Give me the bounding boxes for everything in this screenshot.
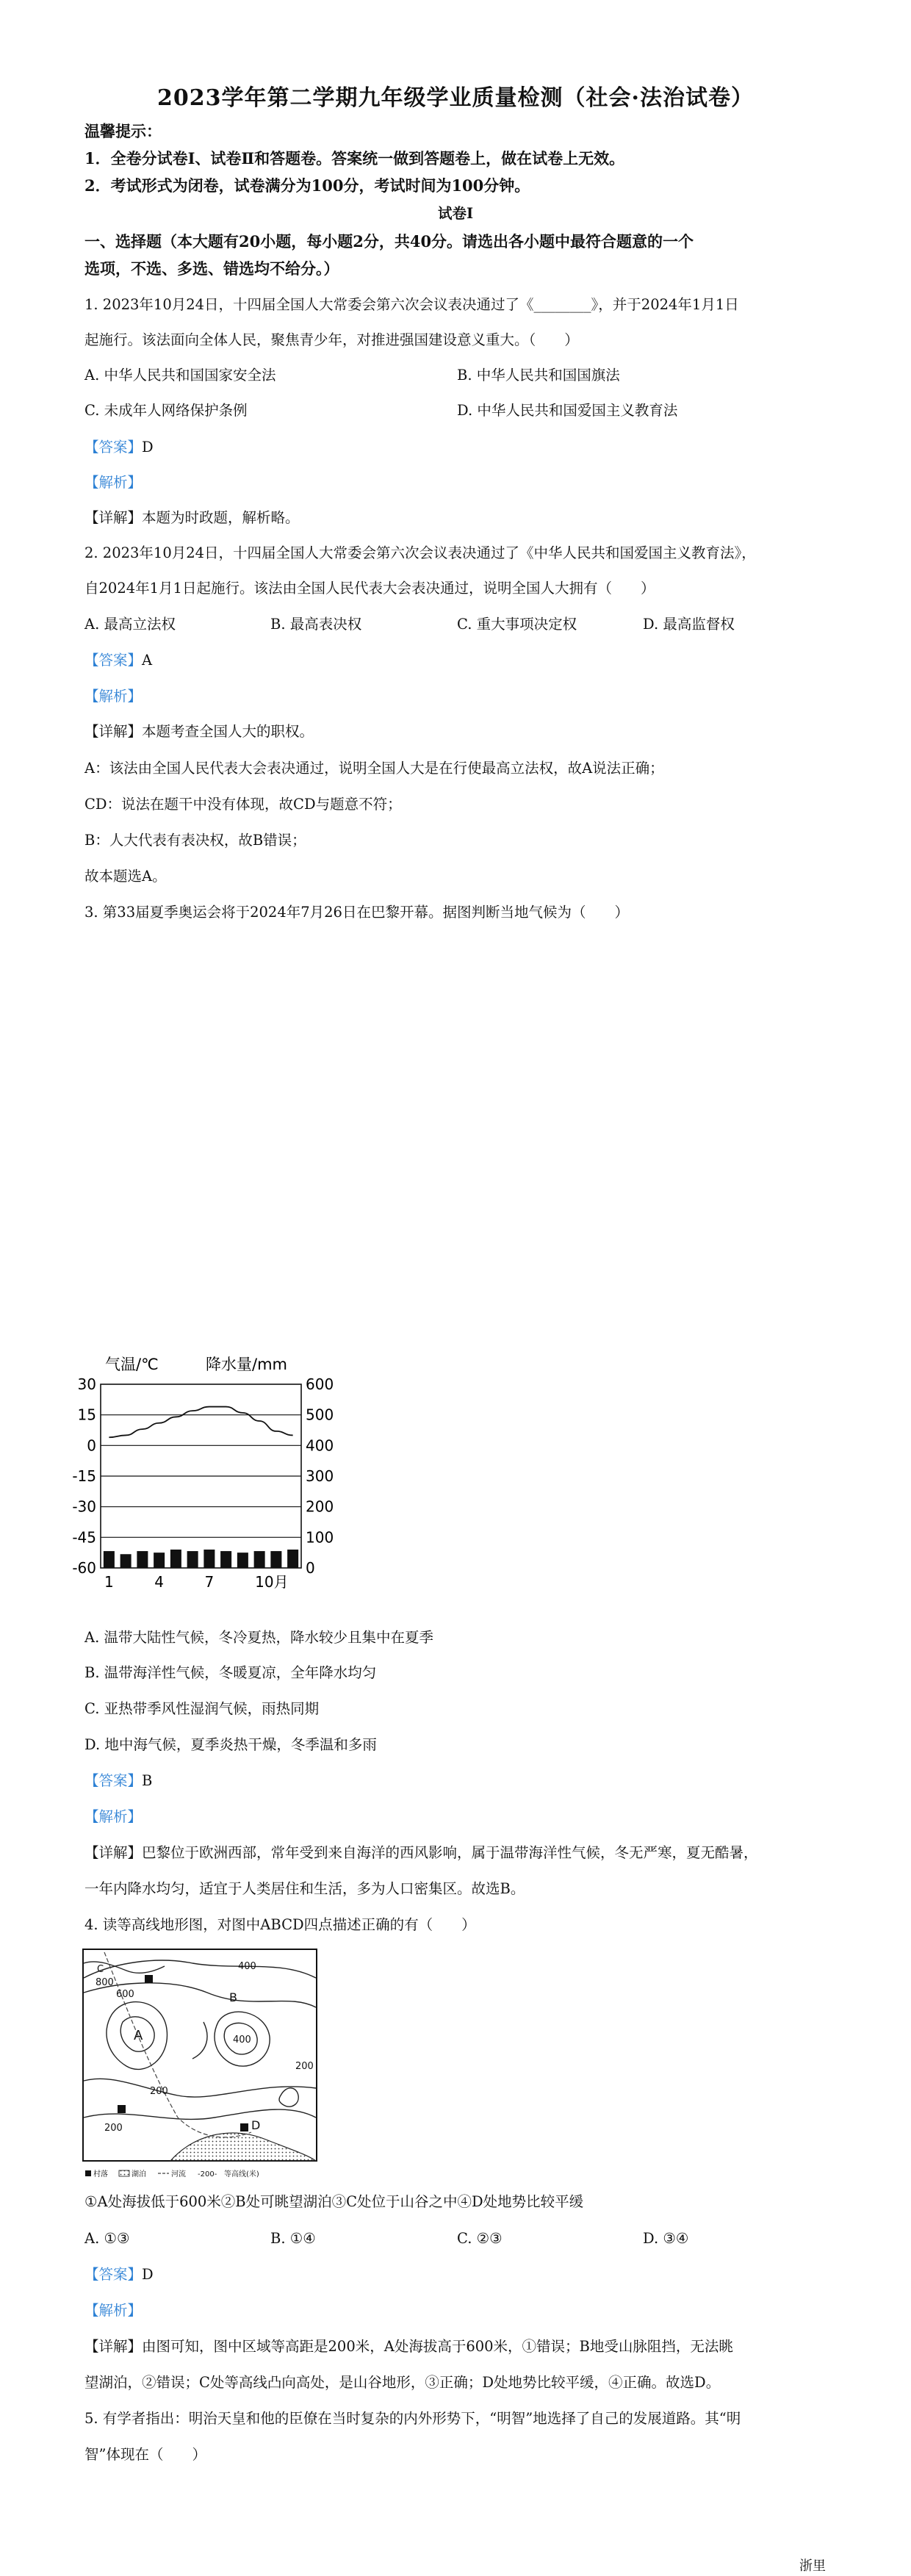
answer-label: 【答案】	[84, 652, 143, 669]
section1-heading-line2: 选项，不选、多选、错选均不给分。）	[84, 259, 339, 278]
q1-option-c: C. 未成年人网络保护条例	[84, 402, 248, 419]
map-label-a: A	[134, 2028, 143, 2043]
temperature-curve	[109, 1407, 292, 1438]
q3-option-b: B. 温带海洋性气候，冬暖夏凉，全年降水均匀	[84, 1664, 377, 1681]
q2-answer-row	[84, 651, 152, 670]
q1-answer: D	[142, 439, 154, 456]
notice-item-1: 1．全卷分试卷Ⅰ、试卷Ⅱ和答题卷。答案统一做到答题卷上，做在试卷上无效。	[84, 149, 625, 168]
section1-heading-line1: 一、选择题（本大题有20小题，每小题2分，共40分。请选出各小题中最符合题意的一个	[84, 232, 694, 251]
precipitation-tick-label: 0	[306, 1559, 315, 1577]
temperature-tick-label: 15	[77, 1406, 96, 1424]
month-tick-label: 7	[204, 1573, 215, 1591]
notice-heading: 温馨提示：	[84, 122, 162, 140]
temperature-tick-label: -30	[72, 1497, 96, 1516]
q1-option-d: D. 中华人民共和国爱国主义教育法	[457, 402, 678, 419]
q3-option-c: C. 亚热带季风性湿润气候，雨热同期	[84, 1700, 320, 1717]
q2-detail-line3: B：人大代表有表决权，故B错误；	[84, 832, 306, 849]
precipitation-bar	[287, 1550, 298, 1568]
legend-contour: 等高线(米)	[224, 2170, 259, 2179]
precipitation-bar	[237, 1553, 248, 1568]
map-label-400-mid: 400	[233, 2034, 251, 2046]
q1-stem-line1: 1. 2023年10月24日，十四届全国人大常委会第六次会议表决通过了《________》，并于2024年1月1日	[84, 296, 739, 313]
contour-map	[82, 1949, 317, 2182]
map-label-c: C	[97, 1964, 104, 1975]
precipitation-tick-label: 600	[306, 1375, 334, 1393]
precipitation-bar	[204, 1550, 215, 1568]
q2-stem-line2: 自2024年1月1日起施行。该法由全国人民代表大会表决通过，说明全国人大拥有（ ）	[84, 580, 655, 597]
precipitation-tick-label: 100	[306, 1528, 334, 1547]
map-label-b: B	[229, 1990, 237, 2004]
precipitation-bar	[170, 1550, 181, 1568]
detail-label: 【详解】	[84, 2338, 143, 2355]
village-icon	[118, 2105, 126, 2113]
precipitation-bars	[104, 1550, 298, 1568]
page-title: 2023学年第二学期九年级学业质量检测（社会·法治试卷）	[157, 85, 754, 111]
q2-option-a: A. 最高立法权	[84, 616, 176, 633]
precipitation-ticks	[306, 1375, 334, 1577]
q4-answer: D	[142, 2266, 154, 2283]
q3-option-a: A. 温带大陆性气候，冬冷夏热，降水较少且集中在夏季	[84, 1629, 433, 1646]
q1-detail-row	[84, 508, 300, 528]
month-tick-label: 10月	[255, 1573, 289, 1591]
temperature-tick-label: -15	[72, 1467, 96, 1485]
q2-analysis-label: 【解析】	[84, 688, 143, 705]
q4-analysis-label: 【解析】	[84, 2302, 143, 2319]
paper1-heading: 试卷Ⅰ	[437, 205, 474, 222]
q1-detail: 本题为时政题，解析略。	[142, 509, 300, 526]
q4-stem: 4. 读等高线地形图，对图中ABCD四点描述正确的有（ ）	[84, 1916, 476, 1933]
precipitation-bar	[137, 1551, 148, 1568]
q3-detail-row1	[84, 1843, 758, 1863]
q3-option-d: D. 地中海气候，夏季炎热干燥，冬季温和多雨	[84, 1736, 377, 1753]
q5-stem-line1: 5. 有学者指出：明治天皇和他的臣僚在当时复杂的内外形势下，“明智”地选择了自己的发展道路。其“明	[84, 2410, 741, 2427]
q4-option-c: C. ②③	[457, 2230, 503, 2247]
precipitation-axis-label: 降水量/mm	[206, 1356, 287, 1373]
q1-answer-row	[84, 438, 154, 457]
temperature-axis-label: 气温/℃	[105, 1356, 159, 1373]
map-legend	[85, 2169, 259, 2179]
page-footer: 浙里	[799, 2558, 826, 2574]
temperature-tick-label: -60	[72, 1559, 96, 1577]
map-label-800: 800	[96, 1977, 114, 1988]
q2-detail-line4: 故本题选A。	[84, 868, 167, 885]
month-tick-label: 1	[104, 1573, 114, 1591]
q1-option-a: A. 中华人民共和国国家安全法	[84, 367, 276, 384]
precipitation-bar	[154, 1553, 165, 1568]
precipitation-tick-label: 300	[306, 1467, 334, 1485]
answer-label: 【答案】	[84, 2266, 143, 2283]
precipitation-bar	[187, 1551, 198, 1568]
q3-answer: B	[142, 1772, 153, 1789]
q3-detail-row2: 一年内降水均匀，适宜于人类居住和生活，多为人口密集区。故选B。	[84, 1880, 525, 1897]
precipitation-tick-label: 500	[306, 1406, 334, 1424]
precipitation-bar	[104, 1551, 115, 1568]
village-icon	[145, 1975, 153, 1983]
legend-lake: 湖泊	[132, 2170, 146, 2179]
q3-detail-1: 巴黎位于欧洲西部，常年受到来自海洋的西风影响，属于温带海洋性气候，冬无严寒，夏无酷暑，	[142, 1844, 758, 1861]
legend-village: 村落	[93, 2170, 108, 2179]
answer-label: 【答案】	[84, 1772, 143, 1789]
q2-stem-line1: 2. 2023年10月24日，十四届全国人大常委会第六次会议表决通过了《中华人民共和国爱国主义教育法》，	[84, 544, 756, 561]
temperature-tick-label: 0	[87, 1436, 96, 1455]
q1-stem-line2: 起施行。该法面向全体人民，聚焦青少年，对推进强国建设意义重大。（ ）	[84, 331, 579, 348]
q2-option-b: B. 最高表决权	[270, 616, 362, 633]
climate-chart	[62, 1350, 342, 1611]
q2-detail-row	[84, 722, 314, 741]
temperature-ticks	[72, 1375, 96, 1577]
q4-answer-row	[84, 2265, 154, 2284]
temperature-line	[109, 1407, 292, 1438]
legend-river: 河流	[171, 2170, 186, 2179]
detail-label: 【详解】	[84, 723, 143, 740]
precipitation-bar	[220, 1551, 231, 1568]
q4-statements: ①A处海拔低于600米②B处可眺望湖泊③C处位于山谷之中④D处地势比较平缓	[84, 2193, 584, 2210]
q3-analysis-label: 【解析】	[84, 1808, 143, 1825]
q1-analysis-label: 【解析】	[84, 474, 143, 491]
precipitation-tick-label: 200	[306, 1497, 334, 1516]
map-label-200-right: 200	[295, 2061, 314, 2072]
q4-option-b: B. ①④	[270, 2230, 316, 2247]
month-ticks	[104, 1573, 289, 1591]
temperature-tick-label: 30	[77, 1375, 96, 1393]
village-icon	[240, 2123, 248, 2131]
precipitation-bar	[254, 1551, 265, 1568]
q4-detail-1: 由图可知，图中区域等高距是200米，A处海拔高于600米，①错误；B地受山脉阻挡，无法眺	[142, 2338, 733, 2355]
q2-option-c: C. 重大事项决定权	[457, 616, 577, 633]
q4-option-a: A. ①③	[84, 2230, 130, 2247]
notice-item-2: 2．考试形式为闭卷，试卷满分为100分，考试时间为100分钟。	[84, 176, 530, 195]
answer-label: 【答案】	[84, 439, 143, 456]
map-label-600: 600	[116, 1989, 134, 2000]
q1-option-b: B. 中华人民共和国国旗法	[457, 367, 620, 384]
precipitation-bar	[120, 1554, 132, 1568]
precipitation-bar	[270, 1551, 281, 1568]
temperature-tick-label: -45	[72, 1528, 96, 1547]
q2-detail-line1: A：该法由全国人民代表大会表决通过，说明全国人大是在行使最高立法权，故A说法正确；	[84, 760, 664, 777]
month-tick-label: 4	[154, 1573, 164, 1591]
precipitation-tick-label: 400	[306, 1436, 334, 1455]
q4-detail-row2: 望湖泊，②错误；C处等高线凸向高处，是山谷地形，③正确；D处地势比较平缓，④正确。故选D。	[84, 2374, 721, 2391]
q3-answer-row	[84, 1771, 152, 1791]
q2-answer: A	[142, 652, 153, 669]
q2-option-d: D. 最高监督权	[643, 616, 735, 633]
q5-stem-line2: 智”体现在（ ）	[84, 2446, 206, 2463]
detail-label: 【详解】	[84, 1844, 143, 1861]
map-label-200-left: 200	[150, 2086, 168, 2097]
chart-grid	[101, 1384, 301, 1568]
detail-label: 【详解】	[84, 509, 143, 526]
q4-option-d: D. ③④	[643, 2230, 689, 2247]
q4-detail-row1	[84, 2337, 733, 2356]
q2-detail: 本题考查全国人大的职权。	[142, 723, 314, 740]
q3-stem: 3. 第33届夏季奥运会将于2024年7月26日在巴黎开幕。据图判断当地气候为（ ）	[84, 904, 629, 921]
q2-detail-line2: CD：说法在题干中没有体现，故CD与题意不符；	[84, 796, 402, 813]
map-label-200-bottom: 200	[104, 2123, 123, 2134]
map-label-400-top: 400	[238, 1961, 256, 1972]
map-label-d: D	[251, 2118, 261, 2132]
legend-contour-value: -200-	[198, 2170, 217, 2179]
